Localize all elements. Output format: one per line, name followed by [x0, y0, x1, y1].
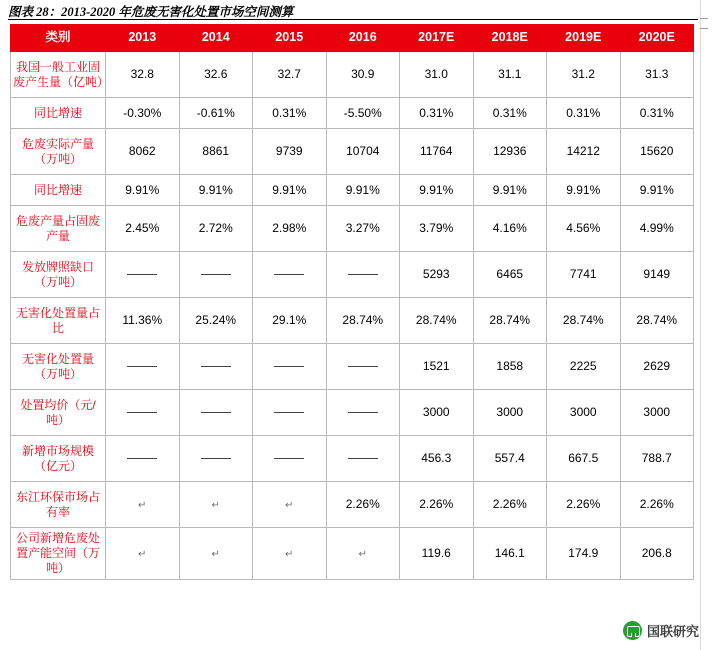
cell: 10704	[326, 129, 400, 175]
cell: 2.26%	[620, 482, 694, 528]
row-label: 无害化处置量占比	[11, 298, 106, 344]
cell	[326, 390, 400, 436]
hazardous-waste-table	[10, 24, 694, 580]
cell	[253, 482, 327, 528]
cell: 119.6	[400, 528, 474, 580]
row-label: 无害化处置量（万吨）	[11, 344, 106, 390]
column-header-2013: 2013	[106, 25, 180, 52]
cell: 32.7	[253, 52, 327, 98]
row-label: 发放牌照缺口（万吨）	[11, 252, 106, 298]
empty-dash-icon	[201, 458, 231, 459]
empty-dash-icon	[274, 458, 304, 459]
cell: 11764	[400, 129, 474, 175]
margin-tick	[700, 18, 708, 19]
cell	[253, 436, 327, 482]
page-left-edge	[0, 0, 4, 650]
cell	[326, 252, 400, 298]
cell: 9.91%	[547, 175, 621, 206]
margin-tick	[700, 28, 708, 29]
empty-dash-icon	[201, 366, 231, 367]
figure-title: 图表 28：2013-2020 年危废无害化处置市场空间测算	[8, 5, 294, 19]
cell: 1858	[473, 344, 547, 390]
cell: -0.30%	[106, 98, 180, 129]
watermark-label: 国联研究	[646, 624, 699, 639]
cell: 9.91%	[106, 175, 180, 206]
table-row	[11, 436, 694, 482]
cell: 2.45%	[106, 206, 180, 252]
cell	[106, 252, 180, 298]
cell: 2.26%	[326, 482, 400, 528]
empty-mark-icon: ↵	[285, 548, 294, 560]
cell: 31.0	[400, 52, 474, 98]
cell: 146.1	[473, 528, 547, 580]
row-label: 处置均价（元/吨）	[11, 390, 106, 436]
column-header-2018e: 2018E	[473, 25, 547, 52]
cell: 31.3	[620, 52, 694, 98]
row-label: 危废产量占固废产量	[11, 206, 106, 252]
empty-mark-icon: ↵	[211, 499, 220, 511]
cell: 3000	[620, 390, 694, 436]
cell: 4.99%	[620, 206, 694, 252]
cell: 3000	[400, 390, 474, 436]
cell: -0.61%	[179, 98, 253, 129]
cell: 9.91%	[253, 175, 327, 206]
cell: 2.98%	[253, 206, 327, 252]
empty-mark-icon: ↵	[285, 499, 294, 511]
cell: 2.26%	[473, 482, 547, 528]
empty-dash-icon	[348, 412, 378, 413]
empty-mark-icon: ↵	[211, 548, 220, 560]
figure-title-bar	[8, 2, 698, 20]
cell: 667.5	[547, 436, 621, 482]
row-label: 新增市场规模（亿元）	[11, 436, 106, 482]
empty-dash-icon	[127, 274, 157, 275]
row-label: 我国一般工业固废产生量（亿吨）	[11, 52, 106, 98]
cell: 32.6	[179, 52, 253, 98]
table-row	[11, 252, 694, 298]
cell: 8861	[179, 129, 253, 175]
cell: 1521	[400, 344, 474, 390]
cell: 28.74%	[547, 298, 621, 344]
cell	[106, 528, 180, 580]
empty-dash-icon	[274, 274, 304, 275]
cell: -5.50%	[326, 98, 400, 129]
cell	[326, 344, 400, 390]
cell	[179, 482, 253, 528]
cell: 0.31%	[473, 98, 547, 129]
cell: 4.16%	[473, 206, 547, 252]
empty-dash-icon	[127, 412, 157, 413]
cell: 2225	[547, 344, 621, 390]
cell: 2.72%	[179, 206, 253, 252]
table-row	[11, 98, 694, 129]
cell: 9.91%	[400, 175, 474, 206]
title-divider	[8, 19, 698, 20]
empty-dash-icon	[127, 366, 157, 367]
cell	[326, 528, 400, 580]
column-header-2016: 2016	[326, 25, 400, 52]
empty-dash-icon	[348, 366, 378, 367]
cell: 3000	[547, 390, 621, 436]
cell: 0.31%	[620, 98, 694, 129]
cell	[179, 344, 253, 390]
cell: 11.36%	[106, 298, 180, 344]
cell: 9739	[253, 129, 327, 175]
row-label: 同比增速	[11, 175, 106, 206]
cell	[253, 252, 327, 298]
cell	[179, 252, 253, 298]
cell	[179, 390, 253, 436]
column-header-2015: 2015	[253, 25, 327, 52]
cell	[253, 344, 327, 390]
cell	[106, 482, 180, 528]
cell: 2.26%	[400, 482, 474, 528]
cell: 15620	[620, 129, 694, 175]
cell	[253, 528, 327, 580]
cell: 4.56%	[547, 206, 621, 252]
cell: 788.7	[620, 436, 694, 482]
column-header-2019e: 2019E	[547, 25, 621, 52]
column-header-2020e: 2020E	[620, 25, 694, 52]
row-label: 东江环保市场占有率	[11, 482, 106, 528]
empty-dash-icon	[201, 274, 231, 275]
empty-dash-icon	[348, 458, 378, 459]
cell	[326, 436, 400, 482]
cell: 9.91%	[473, 175, 547, 206]
cell: 3000	[473, 390, 547, 436]
cell: 8062	[106, 129, 180, 175]
cell: 9.91%	[326, 175, 400, 206]
cell	[106, 344, 180, 390]
table-row	[11, 390, 694, 436]
cell: 206.8	[620, 528, 694, 580]
cell: 3.27%	[326, 206, 400, 252]
cell: 3.79%	[400, 206, 474, 252]
cell	[106, 436, 180, 482]
cell: 2.26%	[547, 482, 621, 528]
cell: 0.31%	[400, 98, 474, 129]
cell: 30.9	[326, 52, 400, 98]
cell: 14212	[547, 129, 621, 175]
cell: 25.24%	[179, 298, 253, 344]
empty-dash-icon	[201, 412, 231, 413]
empty-mark-icon: ↵	[358, 548, 367, 560]
table-row	[11, 298, 694, 344]
cell: 0.31%	[253, 98, 327, 129]
cell: 7741	[547, 252, 621, 298]
empty-dash-icon	[348, 274, 378, 275]
briefcase-icon	[623, 621, 642, 640]
cell: 557.4	[473, 436, 547, 482]
cell: 9.91%	[179, 175, 253, 206]
cell: 12936	[473, 129, 547, 175]
cell: 456.3	[400, 436, 474, 482]
cell: 9.91%	[620, 175, 694, 206]
cell	[179, 436, 253, 482]
cell: 31.1	[473, 52, 547, 98]
cell: 6465	[473, 252, 547, 298]
column-header-2014: 2014	[179, 25, 253, 52]
table-row	[11, 528, 694, 580]
cell: 31.2	[547, 52, 621, 98]
row-label: 危废实际产量（万吨）	[11, 129, 106, 175]
empty-mark-icon: ↵	[138, 548, 147, 560]
row-label: 公司新增危废处置产能空间（万吨）	[11, 528, 106, 580]
cell: 9149	[620, 252, 694, 298]
table-row	[11, 344, 694, 390]
row-label: 同比增速	[11, 98, 106, 129]
empty-mark-icon: ↵	[138, 499, 147, 511]
empty-dash-icon	[127, 458, 157, 459]
table-row	[11, 175, 694, 206]
cell	[253, 390, 327, 436]
empty-dash-icon	[274, 412, 304, 413]
cell: 5293	[400, 252, 474, 298]
cell: 28.74%	[620, 298, 694, 344]
cell: 28.74%	[326, 298, 400, 344]
table-row	[11, 52, 694, 98]
table-head	[11, 25, 694, 52]
cell: 0.31%	[547, 98, 621, 129]
table-row	[11, 129, 694, 175]
cell: 28.74%	[473, 298, 547, 344]
cell: 174.9	[547, 528, 621, 580]
column-header-2017e: 2017E	[400, 25, 474, 52]
table-header-row	[11, 25, 694, 52]
table-row	[11, 482, 694, 528]
table-body	[11, 52, 694, 580]
table-container	[10, 24, 698, 580]
watermark	[623, 621, 699, 640]
cell: 28.74%	[400, 298, 474, 344]
cell: 2629	[620, 344, 694, 390]
column-header-category: 类别	[11, 25, 106, 52]
cell: 32.8	[106, 52, 180, 98]
cell	[106, 390, 180, 436]
page-right-margin	[700, 0, 708, 650]
table-row	[11, 206, 694, 252]
cell: 29.1%	[253, 298, 327, 344]
cell	[179, 528, 253, 580]
empty-dash-icon	[274, 366, 304, 367]
